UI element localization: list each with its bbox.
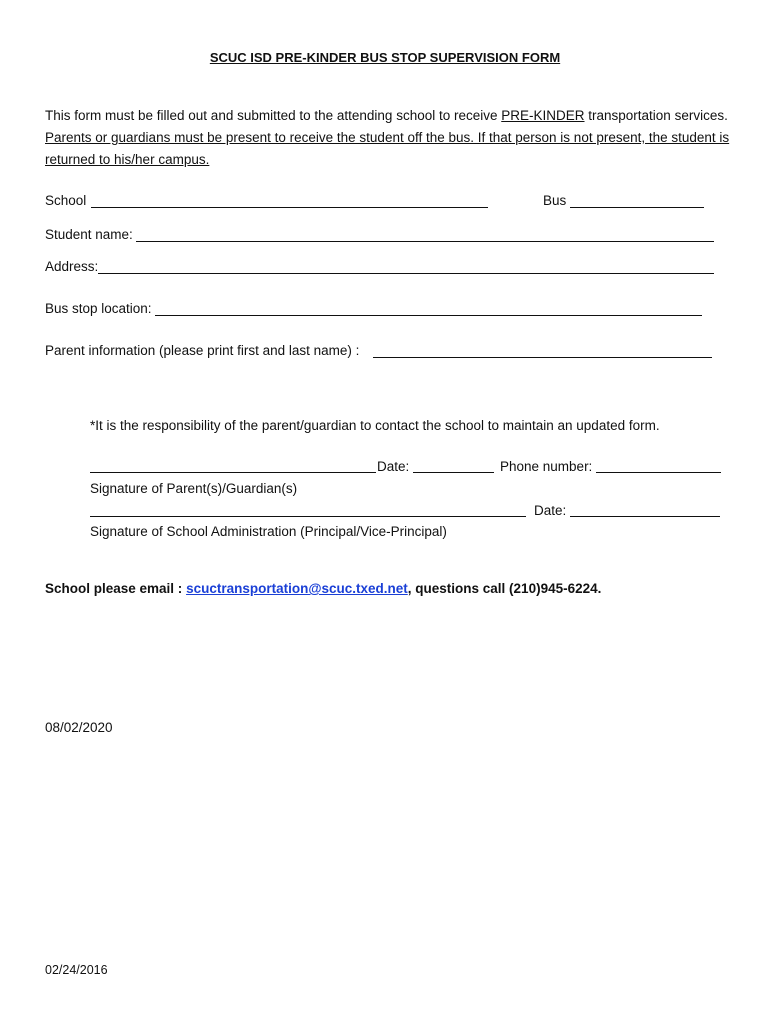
- bus-field[interactable]: [570, 207, 704, 208]
- phone-label: Phone number:: [500, 459, 593, 474]
- email-link[interactable]: scuctransportation@scuc.txed.net: [186, 581, 408, 596]
- intro-paragraph: [45, 105, 735, 171]
- parent-info-label: Parent information (please print first and last name) :: [45, 343, 360, 358]
- admin-signature-label: Signature of School Administration (Principal/Vice-Principal): [90, 524, 447, 539]
- parent-signature-label: Signature of Parent(s)/Guardian(s): [90, 481, 298, 496]
- bus-stop-row: [45, 301, 152, 317]
- email-instruction: [45, 581, 601, 597]
- bus-stop-label: Bus stop location:: [45, 301, 152, 316]
- parent-info-row: [45, 343, 359, 359]
- parent-date-label: Date:: [377, 459, 410, 474]
- intro-text-2: transportation services.: [584, 108, 728, 123]
- address-row: [45, 259, 98, 275]
- school-row: [45, 193, 86, 209]
- address-field[interactable]: [98, 273, 714, 274]
- admin-date-label: Date:: [534, 503, 567, 518]
- parent-date-field[interactable]: [413, 472, 494, 473]
- bus-row: [543, 193, 566, 209]
- school-field[interactable]: [91, 207, 488, 208]
- intro-underlined-notice: Parents or guardians must be present to receive the student off the bus. If that person is not present, the student is returned to his/her campus.: [45, 130, 730, 167]
- student-name-field[interactable]: [136, 241, 714, 242]
- email-suffix: , questions call (210)945-6224.: [407, 581, 602, 596]
- student-name-label: Student name:: [45, 227, 133, 242]
- parent-signature-field[interactable]: [90, 472, 376, 473]
- phone-field[interactable]: [596, 472, 721, 473]
- student-name-row: [45, 227, 133, 243]
- footer-date: 02/24/2016: [45, 963, 108, 977]
- responsibility-note: *It is the responsibility of the parent/guardian to contact the school to maintain an updated form.: [90, 418, 660, 433]
- email-prefix: School please email :: [45, 581, 187, 596]
- bus-stop-field[interactable]: [155, 315, 702, 316]
- form-title: SCUC ISD PRE-KINDER BUS STOP SUPERVISION FORM: [209, 50, 561, 65]
- revision-date: 08/02/2020: [45, 720, 113, 735]
- intro-text-1: This form must be filled out and submitted to the attending school to receive: [45, 108, 502, 123]
- school-label: School: [45, 193, 87, 208]
- intro-prekinder: PRE-KINDER: [501, 108, 585, 123]
- address-label: Address:: [45, 259, 99, 274]
- bus-label: Bus: [543, 193, 567, 208]
- parent-info-field[interactable]: [373, 357, 712, 358]
- admin-date-field[interactable]: [570, 516, 720, 517]
- admin-signature-field[interactable]: [90, 516, 526, 517]
